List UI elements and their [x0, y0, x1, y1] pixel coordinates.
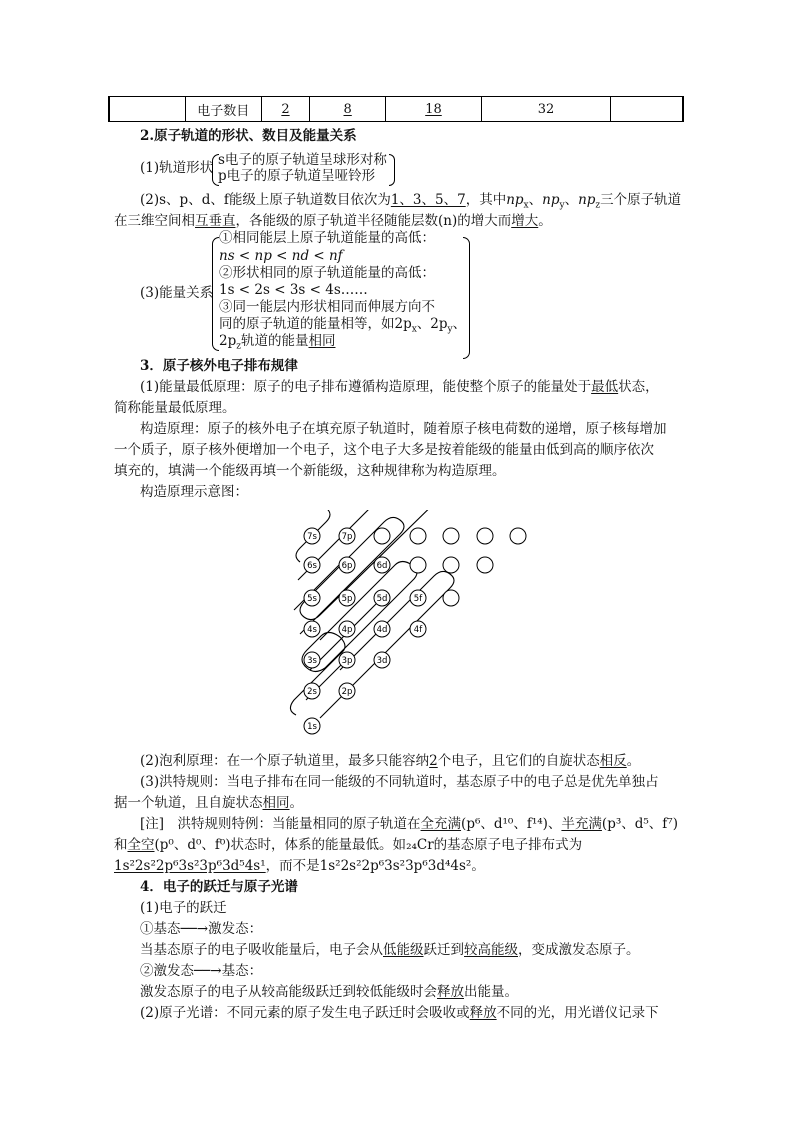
shape-p-text: p电子的原子轨道呈哑铃形: [218, 168, 376, 184]
orbital-label: 5p: [341, 594, 353, 604]
orbital-label: 3d: [376, 656, 388, 666]
energy-rule-1-formula: ns < np < nd < nf: [219, 248, 343, 264]
orbital-count-line-2: 在三维空间相互垂直，各能级的原子轨道半径随能层数(n)的增大而增大。: [114, 213, 552, 229]
aufbau-rule-line-1: (1)能量最低原理：原子的电子排布遵循构造原理，能使整个原子的能量处于最低状态，: [140, 379, 659, 395]
table-cell-empty: [109, 97, 185, 122]
atomic-spectrum-text: (2)原子光谱：不同元素的原子发生电子跃迁时会吸收或释放不同的光，用光谱仪记录下: [140, 1005, 659, 1021]
pauli-principle: (2)泡利原理：在一个原子轨道里，最多只能容纳2个电子，且它们的自旋状态相反。: [140, 753, 641, 769]
orbital-label: 3s: [307, 656, 317, 666]
orbital-label: 7s: [307, 532, 317, 542]
aufbau-diagram: [280, 510, 540, 750]
hund-note-line-1: [注] 洪特规则特例：当能量相同的原子轨道在全充满(p⁶、d¹⁰、f¹⁴)、半充满(p³、d⁵、f⁷): [140, 816, 678, 832]
construction-principle-line-2: 一个质子，原子核外便增加一个电子，这个电子大多是按着能级的能量由低到高的顺序依次: [114, 442, 654, 458]
table-row-label: 电子数目: [185, 97, 261, 122]
electron-transition-heading: (1)电子的跃迁: [140, 900, 227, 916]
orbital-label: 3p: [341, 656, 353, 666]
orbital-count-line-1: (2)s、p、d、f能级上原子轨道数目依次为1、3、5、7，其中$np_x$、$np_y$、$np_z$三个原子轨道: [140, 192, 682, 211]
hund-rule-line-2: 据一个轨道，且自旋状态相同。: [114, 795, 303, 811]
energy-rule-3-end: $2p_z$轨道的能量相同: [219, 333, 336, 352]
orbital-label: 5f: [413, 594, 423, 604]
energy-relation-label: (3)能量关系: [140, 285, 214, 301]
energy-rule-3: ③同一能层内形状相同而伸展方向不: [219, 299, 435, 315]
construction-principle-line-3: 填充的，填满一个能级再填一个新能级，这种规律称为构造原理。: [114, 463, 506, 479]
section-3-title: 3．原子核外电子排布规律: [140, 358, 298, 374]
excited-to-ground-heading: ②激发态──→基态：: [140, 963, 263, 979]
table-cell: 18: [386, 97, 482, 122]
table-cell-empty: [611, 97, 683, 122]
diagram-caption: 构造原理示意图：: [140, 484, 248, 500]
hund-rule-line-1: (3)洪特规则：当电子排布在同一能级的不同轨道时，基态原子中的电子总是优先单独占: [140, 774, 659, 790]
orbital-label: 6d: [376, 561, 388, 571]
orbital-label: 7p: [341, 532, 353, 542]
orbital-shape-label: (1)轨道形状: [140, 160, 214, 176]
orbital-label: 4p: [341, 625, 353, 635]
energy-rule-2: ②形状相同的原子轨道能量的高低：: [219, 265, 435, 281]
energy-rule-2-formula: 1s < 2s < 3s < 4s……: [219, 282, 368, 298]
table-cell: 32: [481, 97, 610, 122]
aufbau-rule-line-2: 简称能量最低原理。: [114, 400, 236, 416]
orbital-label: 5s: [307, 594, 317, 604]
orbital-label: 4d: [376, 625, 388, 635]
orbital-label: 6s: [307, 561, 317, 571]
orbital-label: 2s: [307, 687, 317, 697]
orbital-label: 4f: [413, 625, 423, 635]
right-brace: [463, 237, 470, 359]
cr-electron-config: 1s²2s²2p⁶3s²3p⁶3d⁵4s¹，而不是1s²2s²2p⁶3s²3p⁶3d⁴4s²。: [114, 858, 485, 874]
section-4-title: 4．电子的跃迁与原子光谱: [140, 879, 298, 895]
right-brace: [389, 154, 395, 186]
hund-note-line-2: 和全空(p⁰、d⁰、f⁰)状态时，体系的能量最低。如₂₄Cr的基态原子电子排布式为: [114, 837, 583, 853]
orbital-label: 1s: [307, 722, 317, 732]
orbital-label: 6p: [341, 561, 353, 571]
table-cell: 2: [261, 97, 309, 122]
section-2-title: 2.原子轨道的形状、数目及能量关系: [140, 128, 357, 144]
orbital-label: 2p: [341, 687, 353, 697]
left-brace: [212, 237, 219, 351]
orbital-label: 4s: [307, 625, 317, 635]
energy-rule-3-cont: 同的原子轨道的能量相等，如$2p_x$、$2p_y$、: [219, 316, 467, 335]
ground-to-excited-text: 当基态原子的电子吸收能量后，电子会从低能级跃迁到较高能级，变成激发态原子。: [140, 942, 640, 958]
construction-principle-line-1: 构造原理：原子的核外电子在填充原子轨道时，随着原子核电荷数的递增，原子核每增加: [140, 421, 667, 437]
shape-s-text: s电子的原子轨道呈球形对称: [218, 152, 387, 168]
electron-count-table: [108, 96, 684, 122]
excited-to-ground-text: 激发态原子的电子从较高能级跃迁到较低能级时会释放出能量。: [140, 984, 518, 1000]
table-cell: 8: [310, 97, 386, 122]
ground-to-excited-heading: ①基态──→激发态：: [140, 921, 263, 937]
orbital-label: 5d: [376, 594, 388, 604]
energy-rule-1: ①相同能层上原子轨道能量的高低：: [219, 230, 435, 246]
table-row: [109, 97, 683, 122]
